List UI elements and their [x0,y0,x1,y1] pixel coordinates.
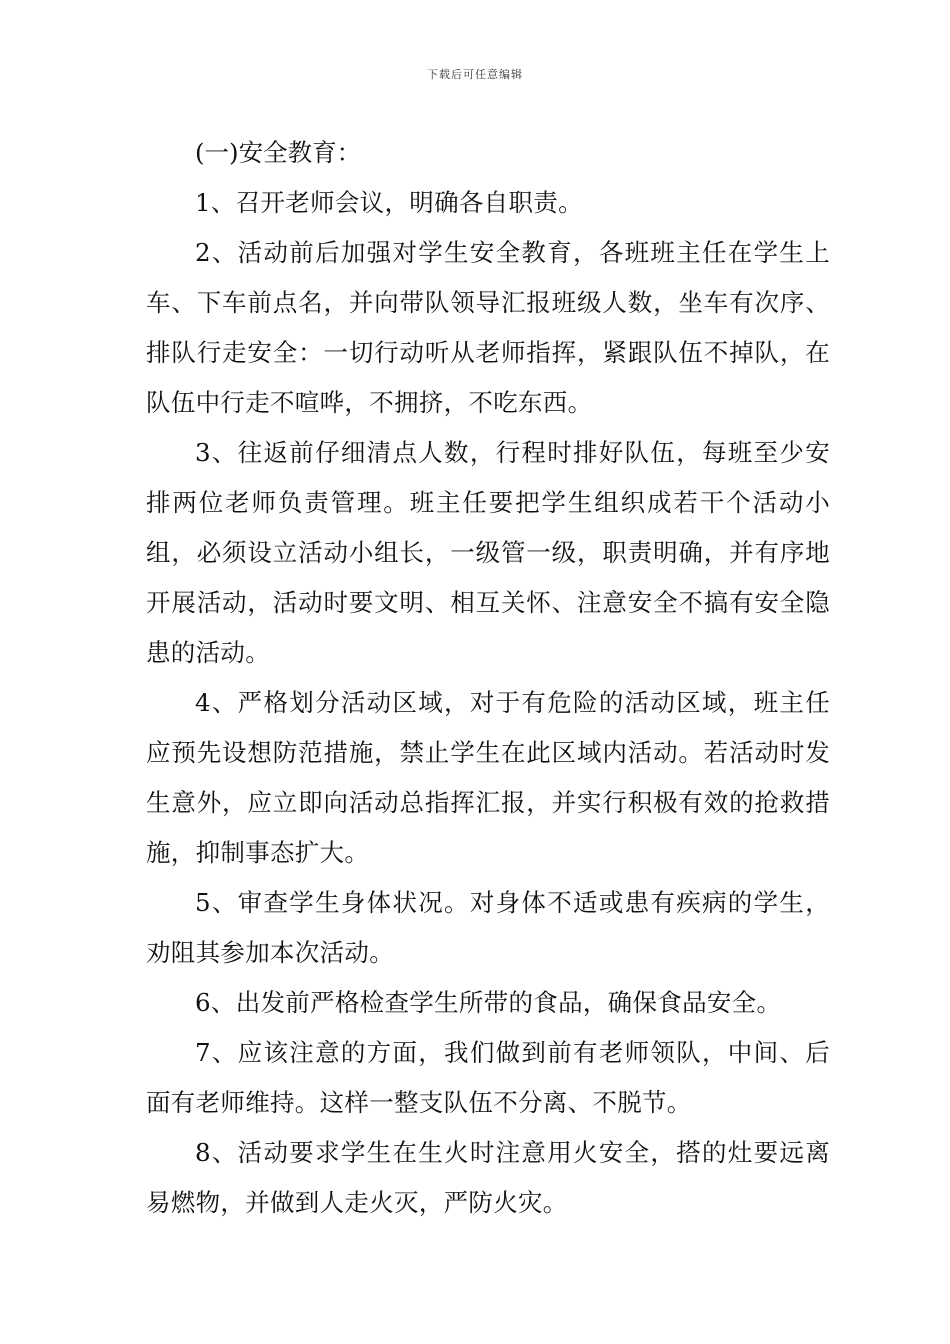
paragraph-item-7: 7、应该注意的方面，我们做到前有老师领队，中间、后面有老师维持。这样一整支队伍不分离、不脱节。 [146,1038,830,1117]
paragraph-item-8: 8、活动要求学生在生火时注意用火安全，搭的灶要远离易燃物，并做到人走火灭，严防火灾。 [146,1138,830,1217]
paragraph-item-5: 5、审查学生身体状况。对身体不适或患有疾病的学生，劝阻其参加本次活动。 [146,888,830,967]
header-note: 下载后可任意编辑 [427,68,523,81]
document-body [146,128,830,1228]
section-heading: (一)安全教育： [195,138,362,167]
paragraph-item-3: 3、往返前仔细清点人数，行程时排好队伍，每班至少安排两位老师负责管理。班主任要把学生组织成若干个活动小组，必须设立活动小组长，一级管一级，职责明确，并有序地开展活动，活动时要文明、相互关怀、注意安全不搞有安全隐患的活动。 [146,438,830,667]
paragraph-item-2: 2、活动前后加强对学生安全教育，各班班主任在学生上车、下车前点名，并向带队领导汇报班级人数，坐车有次序、排队行走安全：一切行动听从老师指挥，紧跟队伍不掉队，在队伍中行走不喧哗，不拥挤，不吃东西。 [146,238,830,417]
paragraph-item-6: 6、出发前严格检查学生所带的食品，确保食品安全。 [195,988,782,1017]
paragraph-item-4: 4、严格划分活动区域，对于有危险的活动区域，班主任应预先设想防范措施，禁止学生在此区域内活动。若活动时发生意外，应立即向活动总指挥汇报，并实行积极有效的抢救措施，抑制事态扩大。 [146,688,830,867]
paragraph-item-1: 1、召开老师会议，明确各自职责。 [195,188,583,217]
